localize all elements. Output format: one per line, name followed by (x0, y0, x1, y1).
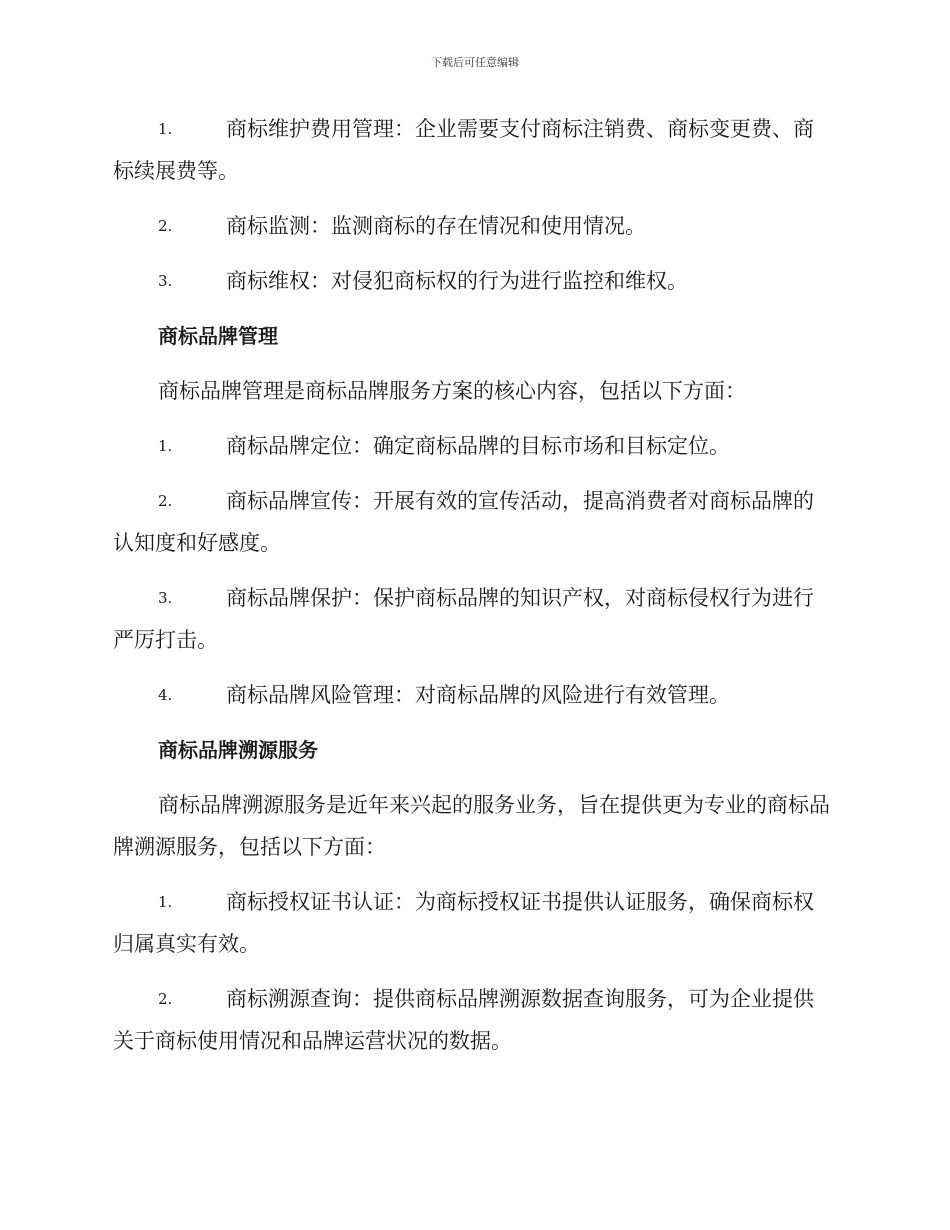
list-item (113, 978, 833, 1062)
list-item (113, 260, 833, 302)
document-body (113, 108, 833, 1075)
paragraph: 商标品牌管理是商标品牌服务方案的核心内容，包括以下方面： (158, 379, 746, 403)
list-number: 1. (158, 437, 173, 455)
paragraph: 商标品牌溯源服务是近年来兴起的服务业务，旨在提供更为专业的商标品牌溯源服务，包括以下方面： (113, 793, 830, 859)
list-item (113, 674, 833, 716)
list-number: 1. (158, 120, 173, 138)
list-number: 4. (158, 686, 173, 704)
list-number: 3. (158, 272, 173, 290)
list-item-text: 商标品牌保护：保护商标品牌的知识产权，对商标侵权行为进行严厉打击。 (113, 586, 814, 652)
list-item (113, 881, 833, 965)
list-number: 3. (158, 589, 173, 607)
section-heading: 商标品牌管理 (158, 324, 278, 348)
list-item-text: 商标维护费用管理：企业需要支付商标注销费、商标变更费、商标续展费等。 (113, 117, 814, 183)
list-item (113, 108, 833, 192)
list-item-text: 商标品牌定位：确定商标品牌的目标市场和目标定位。 (226, 434, 730, 458)
list-item-text: 商标维权：对侵犯商标权的行为进行监控和维权。 (226, 269, 688, 293)
list-item-text: 商标授权证书认证：为商标授权证书提供认证服务，确保商标权归属真实有效。 (113, 890, 814, 956)
list-number: 2. (158, 990, 173, 1008)
list-item (113, 577, 833, 661)
list-item (113, 425, 833, 467)
list-item-text: 商标品牌宣传：开展有效的宣传活动，提高消费者对商标品牌的认知度和好感度。 (113, 489, 814, 555)
list-item-text: 商标品牌风险管理：对商标品牌的风险进行有效管理。 (226, 683, 730, 707)
page-header: 下载后可任意编辑 (431, 56, 519, 69)
list-item (113, 480, 833, 564)
list-item (113, 205, 833, 247)
section-heading: 商标品牌溯源服务 (158, 738, 318, 762)
list-number: 1. (158, 893, 173, 911)
list-item-text: 商标溯源查询：提供商标品牌溯源数据查询服务，可为企业提供关于商标使用情况和品牌运营状况的数据。 (113, 987, 814, 1053)
list-item-text: 商标监测：监测商标的存在情况和使用情况。 (226, 214, 646, 238)
list-number: 2. (158, 492, 173, 510)
list-number: 2. (158, 217, 173, 235)
